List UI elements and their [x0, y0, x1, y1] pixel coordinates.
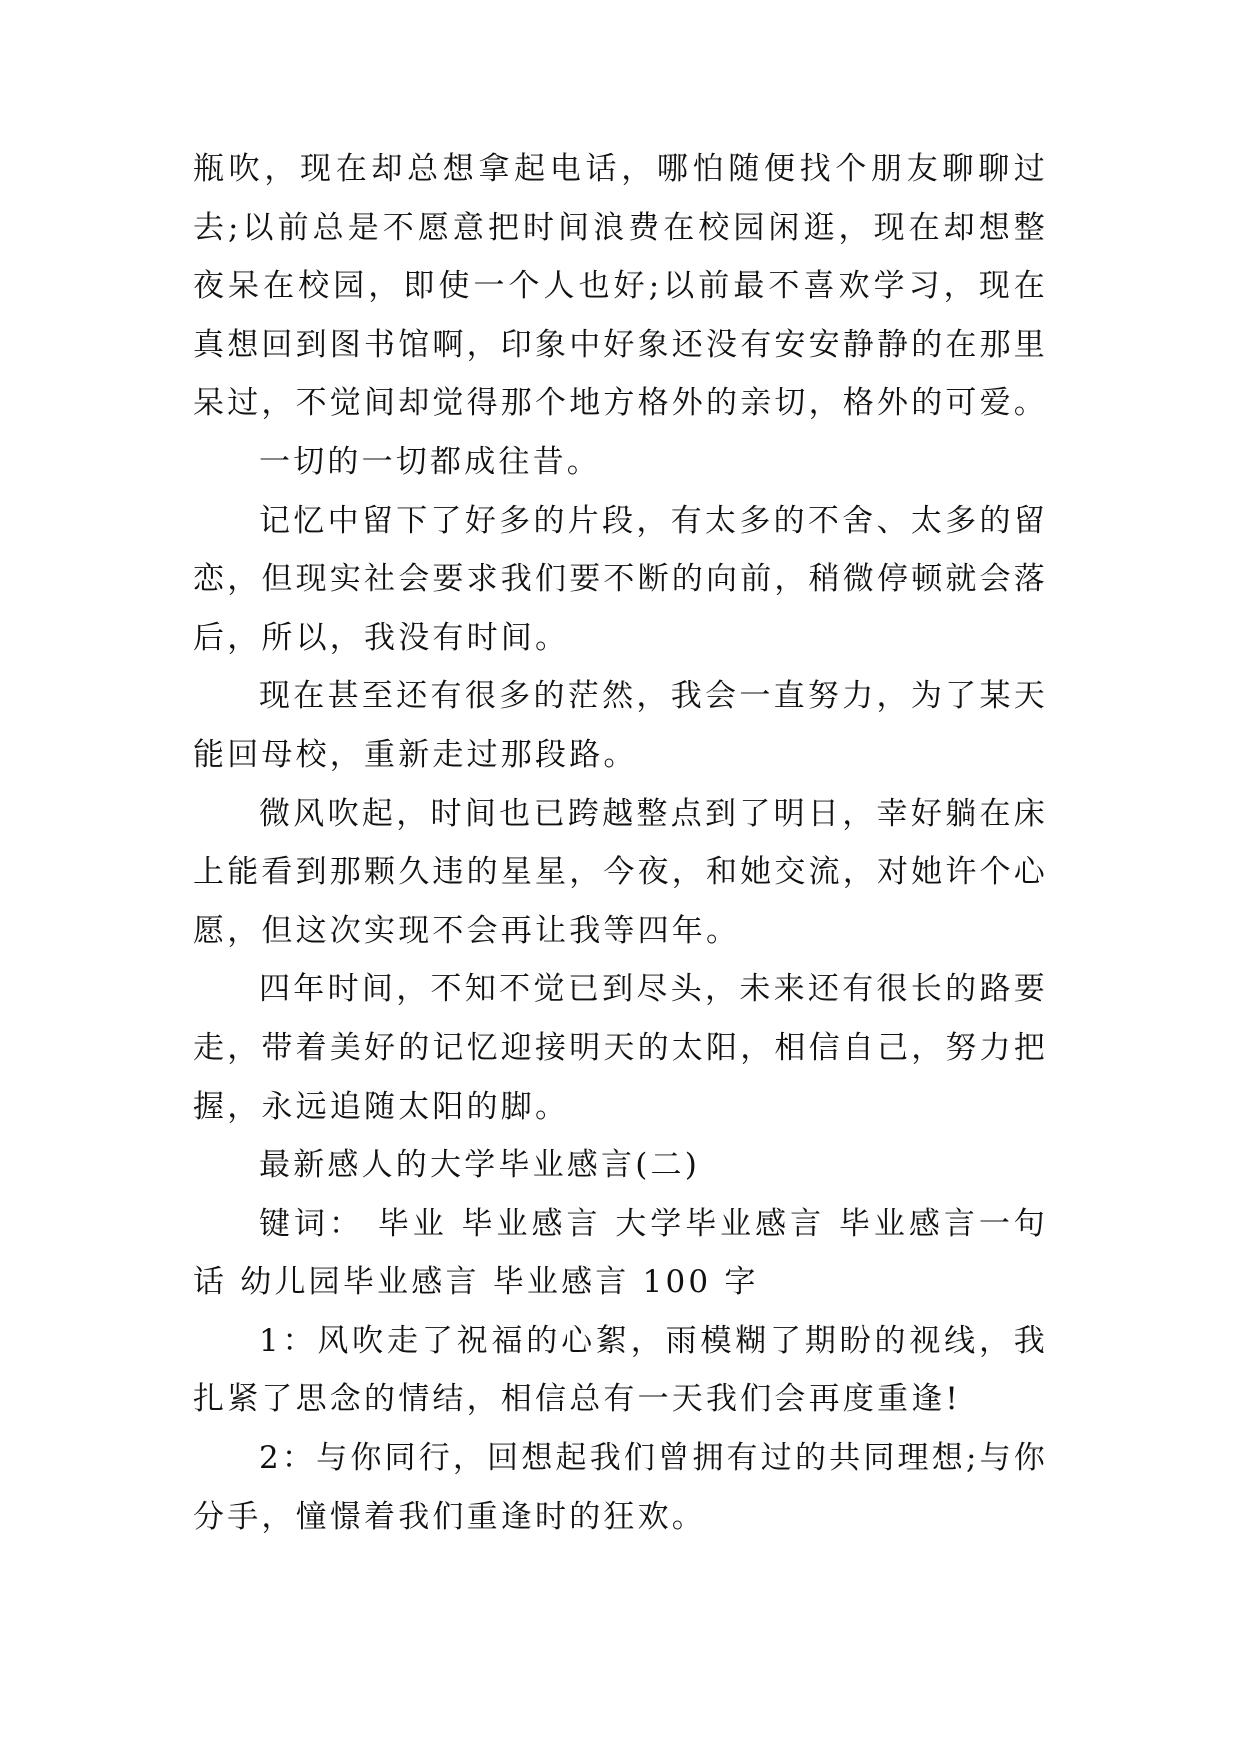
quote-1: 1：风吹走了祝福的心絮，雨模糊了期盼的视线，我扎紧了思念的情结，相信总有一天我们会再度重逢! [193, 1322, 1048, 1418]
paragraph-5: 微风吹起，时间也已跨越整点到了明日，幸好躺在床上能看到那颗久违的星星，今夜，和她交流，对她许个心愿，但这次实现不会再让我等四年。 [193, 795, 1048, 949]
paragraph-1: 瓶吹，现在却总想拿起电话，哪怕随便找个朋友聊聊过去;以前总是不愿意把时间浪费在校园闲逛，现在却想整夜呆在校园，即使一个人也好;以前最不喜欢学习，现在真想回到图书馆啊，印象中好象还没有安安静静的在那里呆过，不觉间却觉得那个地方格外的亲切，格外的可爱。 [193, 151, 1048, 422]
document-body [193, 140, 1048, 1546]
quote-2: 2：与你同行，回想起我们曾拥有过的共同理想;与你分手，憧憬着我们重逢时的狂欢。 [193, 1440, 1048, 1535]
paragraph-6: 四年时间，不知不觉已到尽头，未来还有很长的路要走，带着美好的记忆迎接明天的太阳，相信自己，努力把握，永远追随太阳的脚。 [193, 971, 1048, 1125]
paragraph-2: 一切的一切都成往昔。 [259, 443, 601, 480]
section-heading: 最新感人的大学毕业感言(二) [259, 1147, 700, 1184]
keywords-line: 键词： 毕业 毕业感言 大学毕业感言 毕业感言一句话 幼儿园毕业感言 毕业感言 100 字 [193, 1205, 1048, 1301]
paragraph-4: 现在甚至还有很多的茫然，我会一直努力，为了某天能回母校，重新走过那段路。 [193, 678, 1048, 773]
paragraph-3: 记忆中留下了好多的片段，有太多的不舍、太多的留恋，但现实社会要求我们要不断的向前，稍微停顿就会落后，所以，我没有时间。 [193, 502, 1048, 656]
